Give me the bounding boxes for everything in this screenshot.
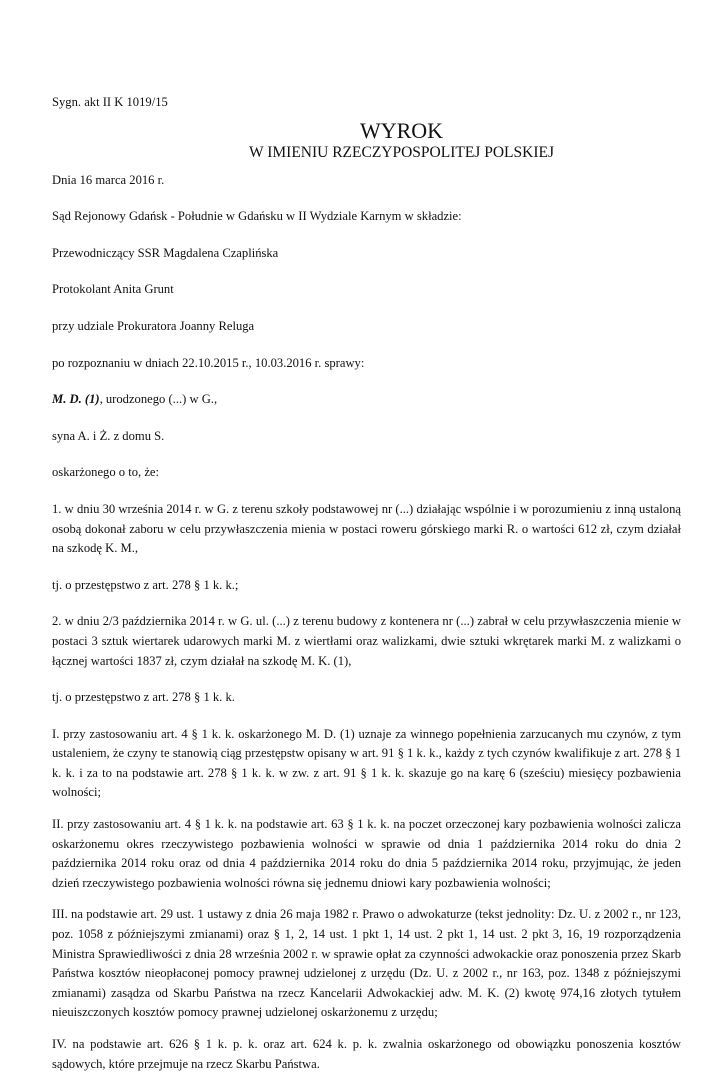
verdict-point-2: II. przy zastosowaniu art. 4 § 1 k. k. na podstawie art. 63 § 1 k. k. na poczet orzeczonej kary pozbawienia wolności zalicza oskarżonemu okres rzeczywistego pozbawienia wolności w sprawie od dnia 1 października 2014 roku do dnia 2 października 2014 roku oraz od dnia 4 października 2014 roku do dnia 5 października 2014 roku, przyjmując, że jeden dzień rzeczywistego pozbawienia wolności równa się jednemu dniowi kary pozbawienia wolności; — [52, 817, 681, 890]
charge-2-qualification: tj. o przestępstwo z art. 278 § 1 k. k. — [52, 690, 235, 705]
hearing-dates: po rozpoznaniu w dniach 22.10.2015 r., 10.03.2016 r. sprawy: — [52, 355, 365, 370]
verdict-point-1: I. przy zastosowaniu art. 4 § 1 k. k. oskarżonego M. D. (1) uznaje za winnego popełnienia zarzucanych mu czynów, z tym ustaleniem, że czyny te stanowią ciąg przestępstw opisany w art. 91 § 1 k. k., każdy z tych czynów kwalifikuje z art. 278 § 1 k. k. i za to na podstawie art. 278 § 1 k. k. w zw. z art. 91 § 1 k. k. skazuje go na karę 6 (sześciu) miesięcy pozbawienia wolności; — [52, 726, 681, 800]
court-clerk: Protokolant Anita Grunt — [52, 282, 174, 297]
document-subtitle: W IMIENIU RZECZYPOSPOLITEJ POLSKIEJ — [249, 143, 554, 161]
accusation-intro: oskarżonego o to, że: — [52, 465, 160, 480]
defendant-birth: , urodzonego (...) w G., — [99, 392, 218, 407]
case-signature: Sygn. akt II K 1019/15 — [52, 95, 168, 109]
presiding-judge: Przewodniczący SSR Magdalena Czaplińska — [52, 245, 279, 260]
document-title: WYROK — [359, 117, 444, 143]
court-name: Sąd Rejonowy Gdańsk - Południe w Gdańsku w II Wydziale Karnym w składzie: — [52, 209, 462, 224]
charge-1-qualification: tj. o przestępstwo z art. 278 § 1 k. k.; — [52, 577, 239, 592]
charge-1: 1. w dniu 30 września 2014 r. w G. z terenu szkoły podstawowej nr (...) działając wspólnie i w porozumieniu z inną ustaloną osobą dokonał zaboru w celu przywłaszczenia mienia w postaci roweru górskiego marki R. o wartości 612 zł, czym działał na szkodę K. M., — [52, 501, 681, 556]
verdict-point-3: III. na podstawie art. 29 ust. 1 ustawy z dnia 26 maja 1982 r. Prawo o adwokaturze (tekst jednolity: Dz. U. z 2002 r., nr 123, poz. 1058 z późniejszymi zmianami) oraz § 1, 2, 14 ust. 1 pkt 1, 14 ust. 2 pkt 1, 14 ust. 2 pkt 3, 16, 19 rozporządzenia Ministra Sprawiedliwości z dnia 28 września 2002 r. w sprawie opłat za czynności adwokackie oraz ponoszenia przez Skarb Państwa kosztów nieopłaconej pomocy prawnej udzielonej z urzędu (Dz. U. z 2002 r., nr 163, poz. 1348 z późniejszymi zmianami) zasądza od Skarbu Państwa na rzecz Kancelarii Adwokackiej adw. M. K. (2) kwotę 974,16 złotych tytułem nieuiszczonych kosztów pomocy prawnej udzielonej oskarżonemu z urzędu; — [52, 907, 681, 1020]
verdict-date: Dnia 16 marca 2016 r. — [52, 172, 165, 187]
defendant-line — [52, 390, 681, 410]
verdict-point-4: IV. na podstawie art. 626 § 1 k. p. k. oraz art. 624 k. p. k. zwalnia oskarżonego od obowiązku ponoszenia kosztów sądowych, które przejmuje na rzecz Skarbu Państwa. — [52, 1037, 681, 1071]
charge-2: 2. w dniu 2/3 października 2014 r. w G. ul. (...) z terenu budowy z kontenera nr (...) zabrał w celu przywłaszczenia mienie w postaci 3 sztuk wiertarek udarowych marki M. z wiertłami oraz walizkami, dwie sztuki wkrętarek marki M. z walizkami o łącznej wartości 1837 zł, czym działał na szkodę M. K. (1), — [52, 614, 681, 668]
defendant-parents: syna A. i Ż. z domu S. — [52, 428, 165, 443]
defendant-name: M. D. (1) — [52, 392, 100, 407]
prosecutor: przy udziale Prokuratora Joanny Reluga — [52, 318, 255, 333]
